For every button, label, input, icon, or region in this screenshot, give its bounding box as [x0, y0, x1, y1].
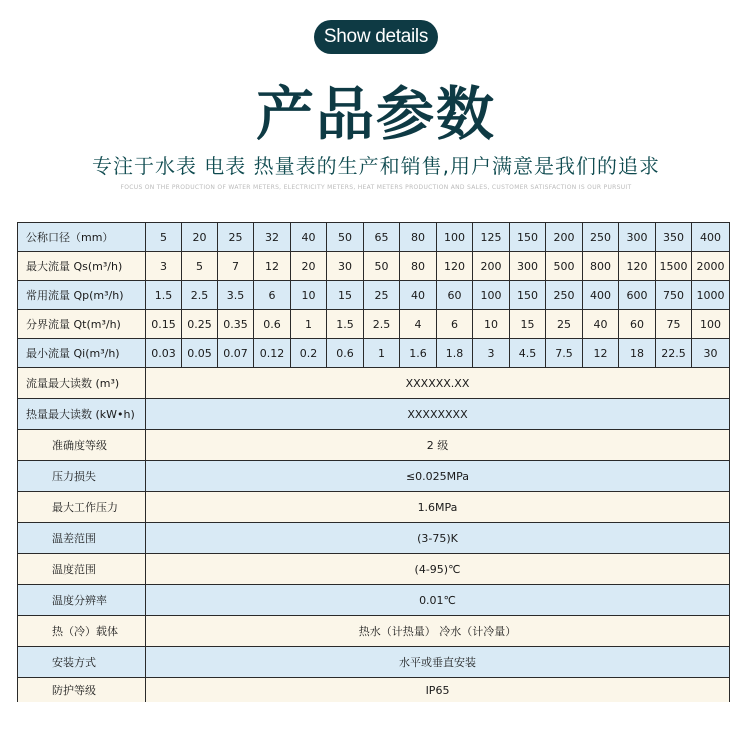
spec-value: XXXXXX.XX: [146, 368, 730, 399]
spec-row: [18, 678, 730, 703]
table-cell: 1.6: [400, 339, 437, 368]
table-cell: 4.5: [510, 339, 546, 368]
table-cell: 10: [473, 310, 510, 339]
page-subtitle: 专注于水表 电表 热量表的生产和销售,用户满意是我们的追求: [91, 154, 661, 178]
table-cell: 80: [400, 223, 437, 252]
spec-value: (3-75)K: [146, 523, 730, 554]
spec-label: 流量最大读数 (m³): [18, 368, 146, 399]
table-cell: 400: [692, 223, 730, 252]
table-cell: 1.5: [146, 281, 182, 310]
table-cell: 6: [254, 281, 291, 310]
table-cell: 800: [583, 252, 619, 281]
row-label: 公称口径（mm）: [18, 223, 146, 252]
table-cell: 1500: [656, 252, 692, 281]
spec-label: 压力损失: [18, 461, 146, 492]
table-cell: 80: [400, 252, 437, 281]
table-cell: 2000: [692, 252, 730, 281]
spec-label: 温度范围: [18, 554, 146, 585]
table-cell: 600: [619, 281, 656, 310]
spec-row: [18, 368, 730, 399]
table-cell: 40: [291, 223, 327, 252]
table-cell: 25: [546, 310, 583, 339]
table-cell: 0.6: [327, 339, 364, 368]
spec-row: [18, 554, 730, 585]
row-label: 最大流量 Qs(m³/h): [18, 252, 146, 281]
table-cell: 0.03: [146, 339, 182, 368]
table-cell: 200: [546, 223, 583, 252]
table-cell: 6: [437, 310, 473, 339]
table-cell: 250: [583, 223, 619, 252]
table-cell: 125: [473, 223, 510, 252]
table-cell: 32: [254, 223, 291, 252]
table-cell: 0.25: [182, 310, 218, 339]
table-cell: 60: [437, 281, 473, 310]
spec-row: [18, 616, 730, 647]
row-label: 常用流量 Qp(m³/h): [18, 281, 146, 310]
table-cell: 1: [364, 339, 400, 368]
spec-value: 1.6MPa: [146, 492, 730, 523]
table-cell: 12: [254, 252, 291, 281]
spec-label: 准确度等级: [18, 430, 146, 461]
table-cell: 0.15: [146, 310, 182, 339]
table-cell: 15: [510, 310, 546, 339]
table-cell: 150: [510, 281, 546, 310]
spec-label: 防护等级: [18, 678, 146, 703]
table-cell: 75: [656, 310, 692, 339]
table-cell: 1.8: [437, 339, 473, 368]
table-cell: 750: [656, 281, 692, 310]
table-cell: 0.12: [254, 339, 291, 368]
table-cell: 100: [473, 281, 510, 310]
flow-table-row: [18, 310, 730, 339]
row-label: 最小流量 Qi(m³/h): [18, 339, 146, 368]
table-cell: 0.6: [254, 310, 291, 339]
spec-value: ≤0.025MPa: [146, 461, 730, 492]
table-cell: 100: [692, 310, 730, 339]
table-cell: 0.07: [218, 339, 254, 368]
table-cell: 12: [583, 339, 619, 368]
table-cell: 65: [364, 223, 400, 252]
table-cell: 40: [400, 281, 437, 310]
table-cell: 0.05: [182, 339, 218, 368]
table-cell: 20: [291, 252, 327, 281]
spec-row: [18, 647, 730, 678]
spec-row: [18, 461, 730, 492]
spec-label: 温差范围: [18, 523, 146, 554]
table-cell: 120: [437, 252, 473, 281]
table-cell: 15: [327, 281, 364, 310]
flow-table-row: [18, 252, 730, 281]
table-cell: 4: [400, 310, 437, 339]
table-cell: 2.5: [182, 281, 218, 310]
table-cell: 5: [146, 223, 182, 252]
table-cell: 200: [473, 252, 510, 281]
spec-value: 水平或垂直安装: [146, 647, 730, 678]
product-spec-table: [17, 222, 730, 702]
spec-label: 最大工作压力: [18, 492, 146, 523]
spec-value: 热水（计热量） 冷水（计冷量）: [146, 616, 730, 647]
flow-table-row: [18, 339, 730, 368]
spec-row: [18, 399, 730, 430]
row-label: 分界流量 Qt(m³/h): [18, 310, 146, 339]
flow-table-row: [18, 223, 730, 252]
spec-label: 安装方式: [18, 647, 146, 678]
table-cell: 20: [182, 223, 218, 252]
table-cell: 18: [619, 339, 656, 368]
table-cell: 1.5: [327, 310, 364, 339]
spec-value: (4-95)℃: [146, 554, 730, 585]
table-cell: 5: [182, 252, 218, 281]
spec-label: 热量最大读数 (kW•h): [18, 399, 146, 430]
table-cell: 3: [473, 339, 510, 368]
english-tagline: FOCUS ON THE PRODUCTION OF WATER METERS, ELECTRICITY METERS, HEAT METERS PRODUCTION AND SALES, CUSTOMER SATISFACTION IS OUR PURSUIT: [120, 184, 632, 191]
table-cell: 3: [146, 252, 182, 281]
table-cell: 300: [510, 252, 546, 281]
spec-value: XXXXXXXX: [146, 399, 730, 430]
spec-label: 温度分辨率: [18, 585, 146, 616]
table-cell: 0.35: [218, 310, 254, 339]
spec-row: [18, 430, 730, 461]
table-cell: 50: [364, 252, 400, 281]
table-cell: 500: [546, 252, 583, 281]
table-cell: 7.5: [546, 339, 583, 368]
table-cell: 300: [619, 223, 656, 252]
table-cell: 100: [437, 223, 473, 252]
table-cell: 50: [327, 223, 364, 252]
table-cell: 0.2: [291, 339, 327, 368]
spec-row: [18, 492, 730, 523]
page-title: 产品参数: [255, 80, 496, 148]
table-cell: 60: [619, 310, 656, 339]
spec-value: 2 级: [146, 430, 730, 461]
table-cell: 1000: [692, 281, 730, 310]
table-cell: 25: [364, 281, 400, 310]
spec-row: [18, 523, 730, 554]
spec-value: 0.01℃: [146, 585, 730, 616]
table-cell: 150: [510, 223, 546, 252]
table-cell: 30: [692, 339, 730, 368]
table-cell: 30: [327, 252, 364, 281]
table-cell: 3.5: [218, 281, 254, 310]
table-cell: 350: [656, 223, 692, 252]
spec-value: IP65: [146, 678, 730, 703]
table-cell: 2.5: [364, 310, 400, 339]
spec-row: [18, 585, 730, 616]
table-cell: 7: [218, 252, 254, 281]
table-cell: 1: [291, 310, 327, 339]
table-cell: 22.5: [656, 339, 692, 368]
show-details-badge: Show details: [314, 20, 438, 54]
table-cell: 400: [583, 281, 619, 310]
table-cell: 25: [218, 223, 254, 252]
table-cell: 40: [583, 310, 619, 339]
spec-label: 热（冷）载体: [18, 616, 146, 647]
table-cell: 10: [291, 281, 327, 310]
table-cell: 120: [619, 252, 656, 281]
flow-table-row: [18, 281, 730, 310]
table-cell: 250: [546, 281, 583, 310]
